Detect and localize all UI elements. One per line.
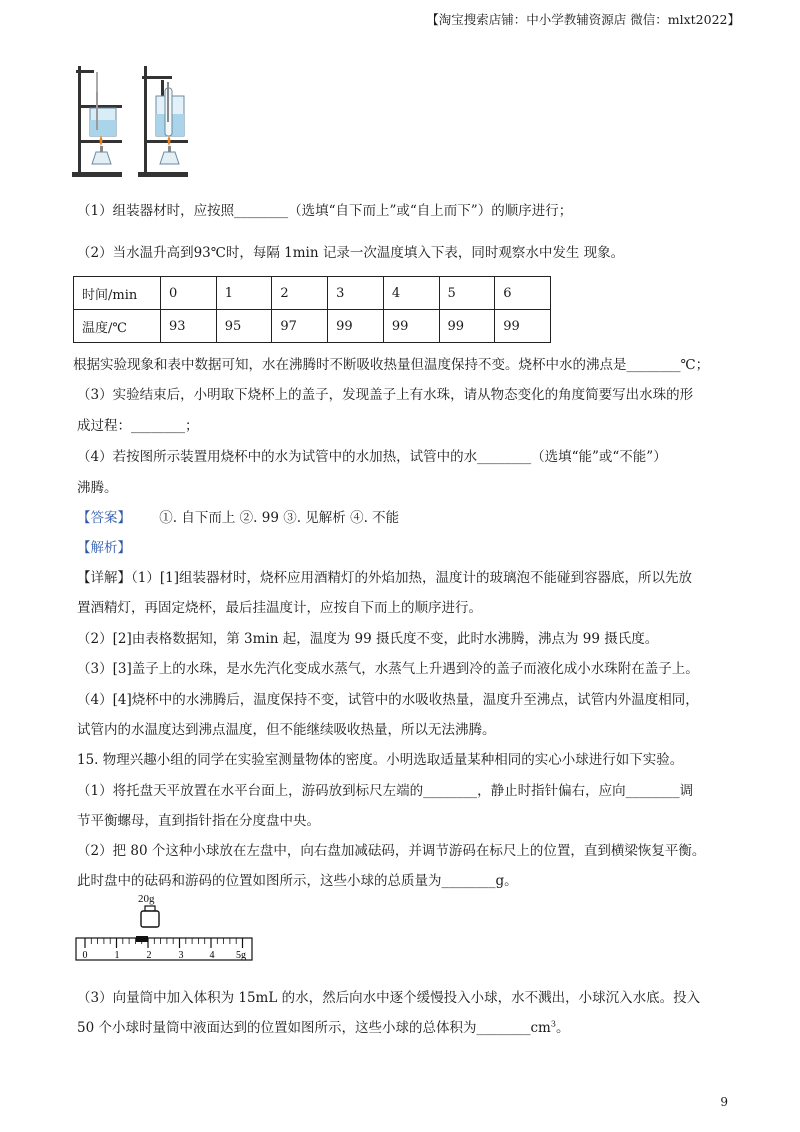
stand-left bbox=[72, 66, 122, 177]
analysis-label: 【解析】 bbox=[77, 540, 131, 556]
problem-15-1-line-1: （1）将托盘天平放置在水平台面上，游码放到标尺左端的________，静止时指针偏右，应向________调 bbox=[77, 783, 694, 799]
problem-15-3-end: 。 bbox=[555, 1020, 570, 1036]
table-cell: 0 bbox=[161, 277, 217, 310]
table-cell: 99 bbox=[328, 310, 384, 343]
problem-15-2-line-1: （2）把 80 个这种小球放在左盘中，向右盘加减砝码，并调节游码在标尺上的位置，直到横梁恢复平衡。 bbox=[77, 843, 706, 859]
table-cell: 5 bbox=[439, 277, 495, 310]
problem-15-3-text: 50 个小球时量筒中液面达到的位置如图所示，这些小球的总体积为________cm bbox=[77, 1020, 551, 1036]
problem-15-3-line-2 bbox=[77, 1016, 569, 1036]
table-cell: 温度/℃ bbox=[74, 310, 161, 343]
answer-label: 【答案】 bbox=[77, 510, 131, 526]
rider bbox=[136, 936, 148, 942]
page-number: 9 bbox=[720, 1095, 728, 1109]
question-4-line-1: （4）若按图所示装置用烧杯中的水为试管中的水加热，试管中的水________（选填“能”或“不能”） bbox=[77, 449, 667, 465]
tick-label: 4 bbox=[209, 950, 215, 961]
detail-line-2: 置酒精灯，再固定烧杯，最后挂温度计，应按自下而上的顺序进行。 bbox=[77, 600, 482, 616]
table-row bbox=[74, 277, 551, 310]
tick-label: 5g bbox=[236, 950, 246, 961]
problem-15-1-line-2: 节平衡螺母，直到指针指在分度盘中央。 bbox=[77, 813, 320, 829]
question-2: （2）当水温升高到93℃时，每隔 1min 记录一次温度填入下表，同时观察水中发生 现象。 bbox=[77, 245, 625, 261]
table-cell: 2 bbox=[272, 277, 328, 310]
temperature-table bbox=[73, 276, 551, 343]
answer-line bbox=[77, 506, 399, 526]
detail-text: （1）[1]组装器材时，烧杯应用酒精灯的外焰加热，温度计的玻璃泡不能碰到容器底，所以先放 bbox=[131, 570, 692, 586]
question-4-line-2: 沸腾。 bbox=[77, 480, 118, 496]
weight-label: 20g bbox=[138, 893, 155, 905]
table-cell: 1 bbox=[216, 277, 272, 310]
table-cell: 6 bbox=[495, 277, 551, 310]
after-table-text: 根据实验现象和表中数据可知，水在沸腾时不断吸收热量但温度保持不变。烧杯中水的沸点是________℃； bbox=[73, 357, 710, 373]
table-cell: 99 bbox=[383, 310, 439, 343]
detail-label: 【详解】 bbox=[77, 570, 131, 586]
table-cell: 99 bbox=[439, 310, 495, 343]
detail-line-1 bbox=[77, 566, 692, 586]
question-1: （1）组装器材时，应按照________（选填“自下而上”或“自上而下”）的顺序进行； bbox=[77, 203, 573, 219]
question-3-line-2: 成过程：________； bbox=[77, 418, 199, 434]
weight-icon bbox=[141, 906, 159, 927]
problem-15: 15. 物理兴趣小组的同学在实验室测量物体的密度。小明选取适量某种相同的实心小球进行如下实验。 bbox=[77, 752, 684, 768]
table-cell: 3 bbox=[328, 277, 384, 310]
apparatus-figure bbox=[70, 62, 200, 180]
detail-4-line-2: 试管内的水温度达到沸点温度，但不能继续吸收热量，所以无法沸腾。 bbox=[77, 722, 496, 738]
page-header: 【淘宝搜索店铺：中小学教辅资源店 微信：mlxt2022】 bbox=[426, 12, 740, 27]
detail-2: （2）[2]由表格数据知，第 3min 起，温度为 99 摄氏度不变，此时水沸腾，沸点为 99 摄氏度。 bbox=[77, 631, 659, 647]
answer-items: ①. 自下而上 ②. 99 ③. 见解析 ④. 不能 bbox=[159, 510, 400, 526]
ruler bbox=[76, 938, 252, 960]
table-cell: 95 bbox=[216, 310, 272, 343]
table-cell: 97 bbox=[272, 310, 328, 343]
detail-3: （3）[3]盖子上的水珠，是水先汽化变成水蒸气，水蒸气上升遇到冷的盖子而液化成小水珠附在盖子上。 bbox=[77, 661, 699, 677]
tick-label: 3 bbox=[178, 950, 184, 961]
problem-15-2-line-2: 此时盘中的砝码和游码的位置如图所示，这些小球的总质量为________g。 bbox=[77, 873, 518, 889]
tick-label: 1 bbox=[114, 950, 120, 961]
stand-right bbox=[138, 66, 188, 177]
balance-scale-figure bbox=[72, 888, 256, 966]
table-cell: 4 bbox=[383, 277, 439, 310]
table-cell: 时间/min bbox=[74, 277, 161, 310]
table-cell: 93 bbox=[161, 310, 217, 343]
table-row bbox=[74, 310, 551, 343]
superscript-3: 3 bbox=[550, 1019, 556, 1029]
table-cell: 99 bbox=[495, 310, 551, 343]
problem-15-3-line-1: （3）向量筒中加入体积为 15mL 的水，然后向水中逐个缓慢投入小球，水不溅出，小球沉入水底。投入 bbox=[77, 990, 701, 1006]
tick-label: 2 bbox=[146, 950, 152, 961]
detail-4-line-1: （4）[4]烧杯中的水沸腾后，温度保持不变，试管中的水吸收热量，温度升至沸点，试管内外温度相同， bbox=[77, 692, 699, 708]
question-3-line-1: （3）实验结束后，小明取下烧杯上的盖子，发现盖子上有水珠，请从物态变化的角度简要写出水珠的形 bbox=[77, 387, 694, 403]
tick-label: 0 bbox=[82, 950, 88, 961]
